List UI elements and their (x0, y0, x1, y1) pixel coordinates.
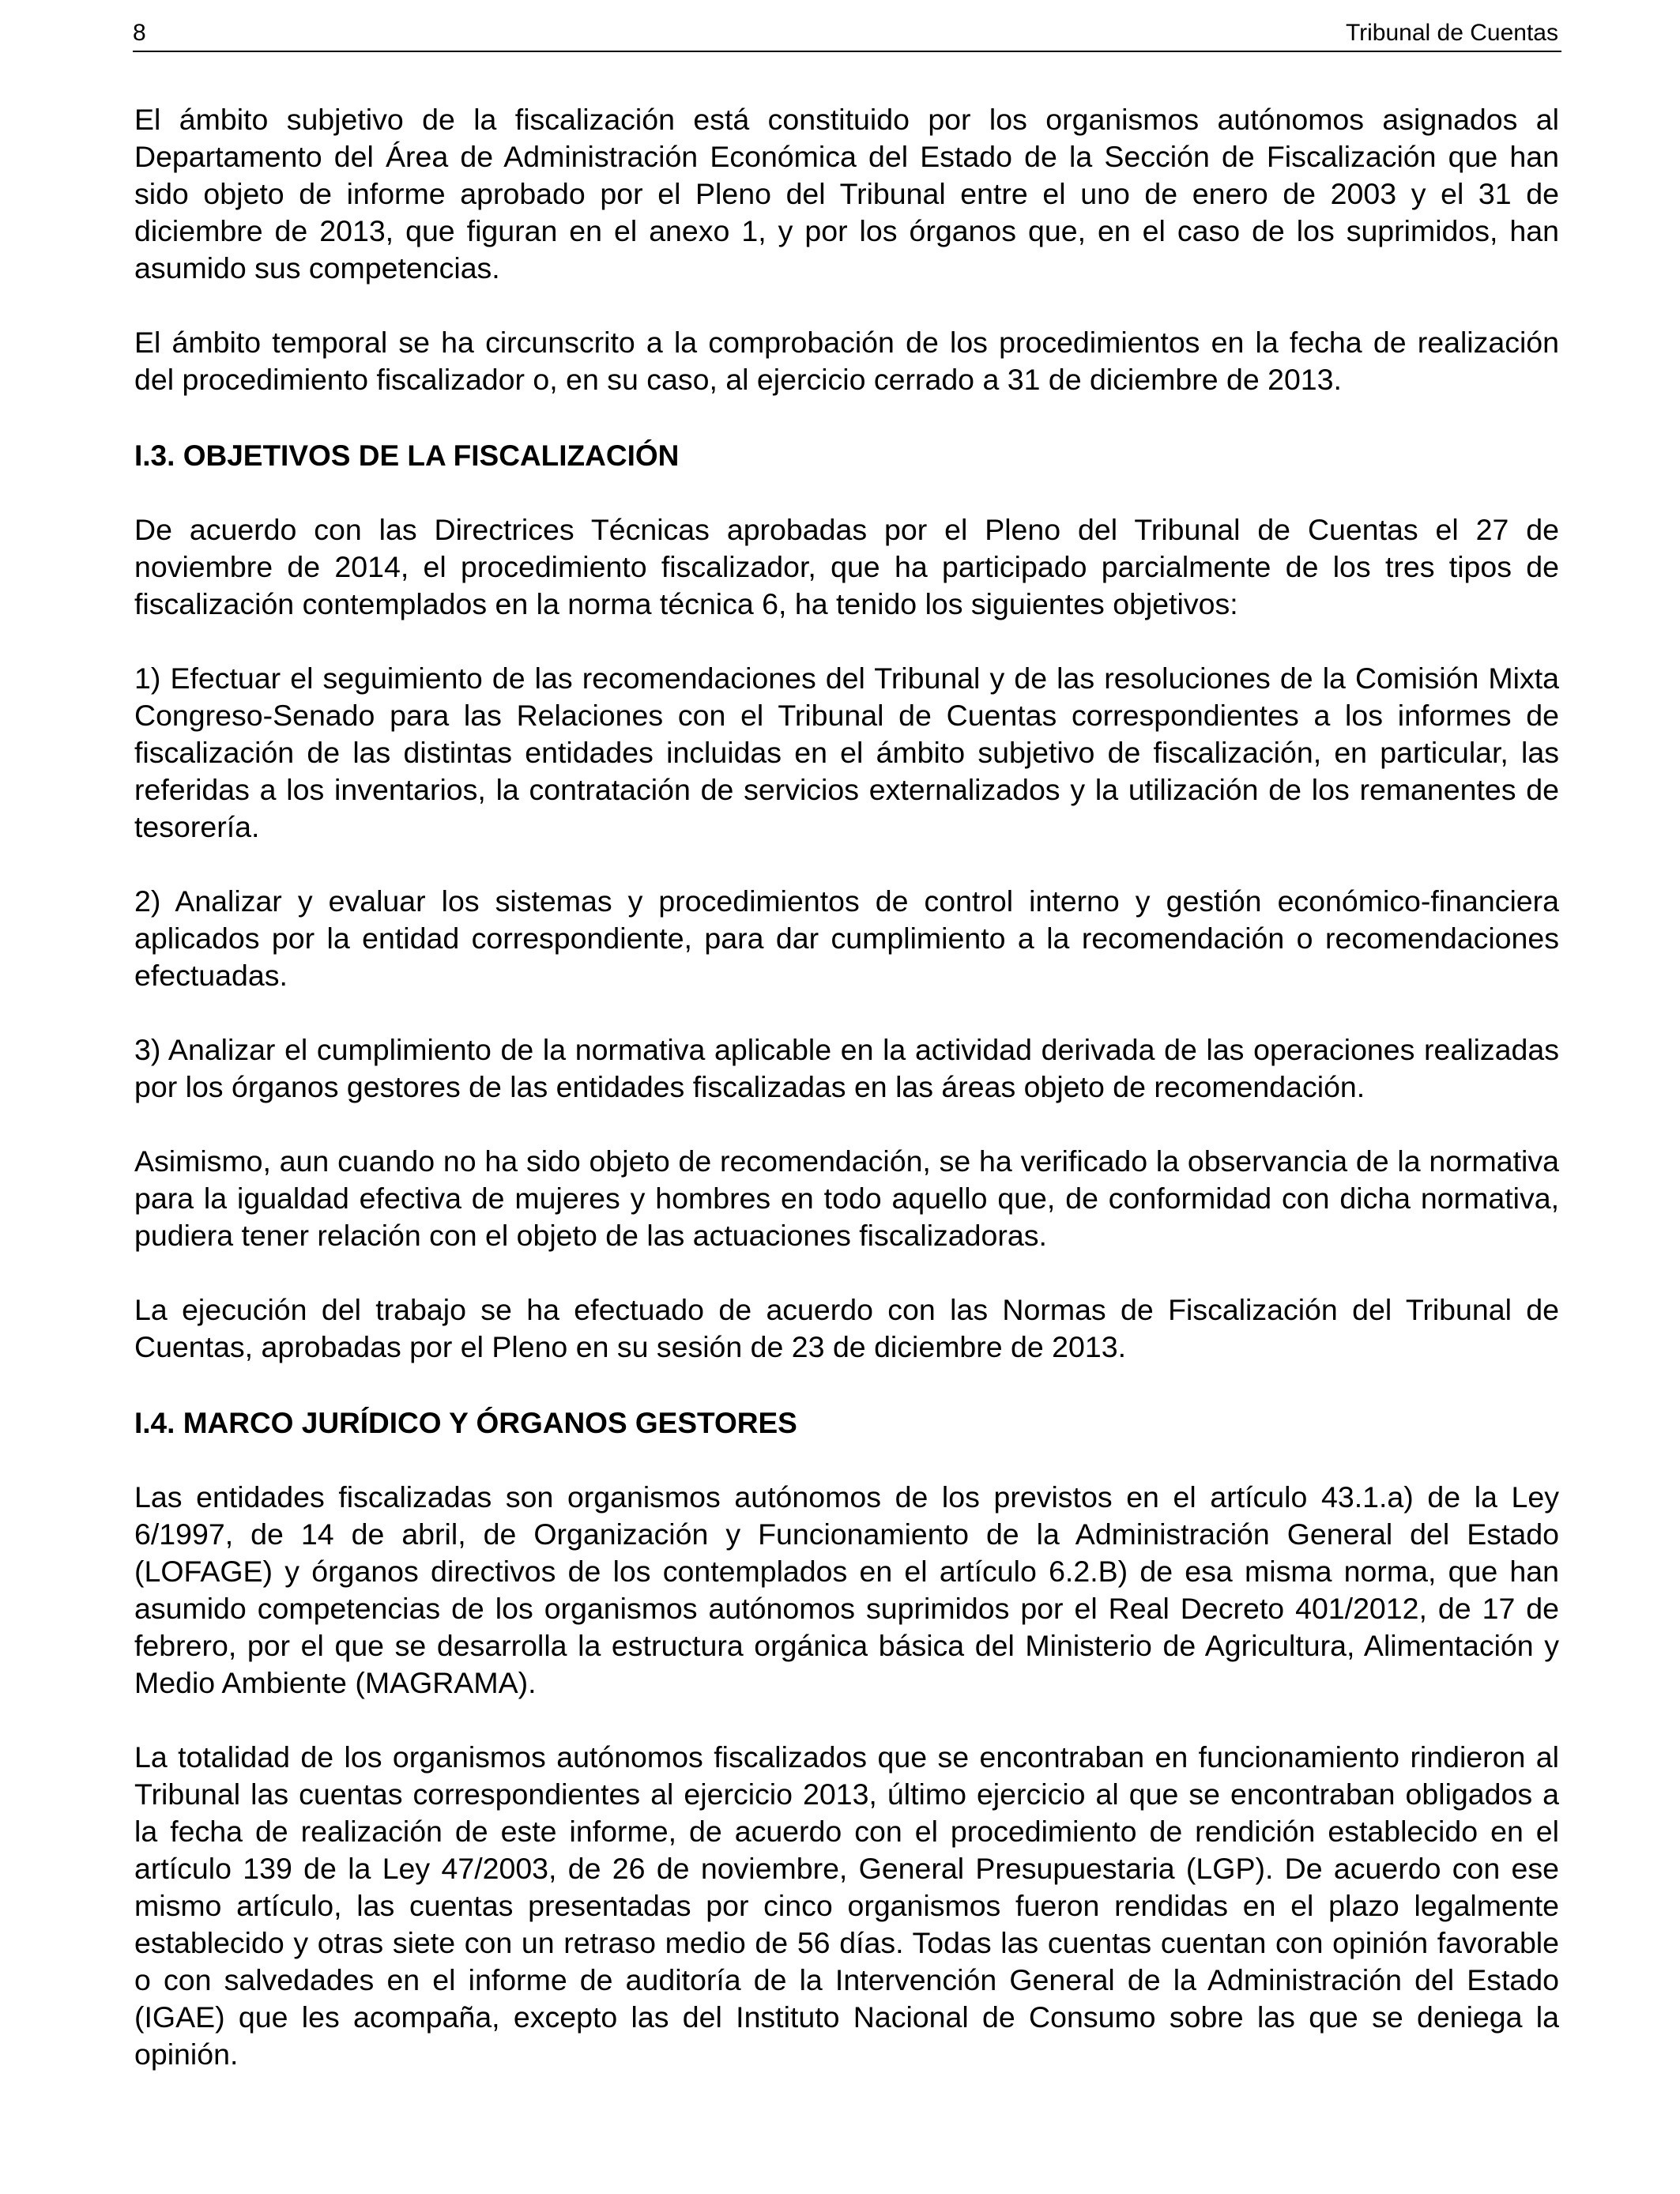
paragraph-directrices: De acuerdo con las Directrices Técnicas aprobadas por el Pleno del Tribunal de Cuentas el 27 de noviembre de 2014, el procedimiento fiscalizador, que ha participado parcialmente de los tres tipos de fiscalización contemplados en la norma técnica 6, ha tenido los siguientes objetivos: (134, 513, 1559, 620)
paragraph-rendicion-cuentas: La totalidad de los organismos autónomos fiscalizados que se encontraban en funcionamiento rindieron al Tribunal las cuentas correspondientes al ejercicio 2013, último ejercicio al que se encontraban obligados a la fecha de realización de este informe, de acuerdo con el procedimiento de rendición establecido en el artículo 139 de la Ley 47/2003, de 26 de noviembre, General Presupuestaria (LGP). De acuerdo con ese mismo artículo, las cuentas presentadas por cinco organismos fueron rendidas en el plazo legalmente establecido y otras siete con un retraso medio de 56 días. Todas las cuentas cuentan con opinión favorable o con salvedades en el informe de auditoría de la Intervención General de la Administración del Estado (IGAE) que les acompaña, excepto las del Instituto Nacional de Consumo sobre las que se deniega la opinión. (134, 1740, 1559, 2071)
paragraph-normas: La ejecución del trabajo se ha efectuado de acuerdo con las Normas de Fiscalización del Tribunal de Cuentas, aprobadas por el Pleno en su sesión de 23 de diciembre de 2013. (134, 1293, 1559, 1363)
running-title: Tribunal de Cuentas (1345, 20, 1558, 46)
document-body (134, 101, 1559, 2073)
paragraph-igualdad: Asimismo, aun cuando no ha sido objeto de recomendación, se ha verificado la observancia de la normativa para la igualdad efectiva de mujeres y hombres en todo aquello que, de conformidad con dicha normativa, pudiera tener relación con el objeto de las actuaciones fiscalizadoras. (134, 1144, 1559, 1252)
section-heading-marco-juridico: I.4. MARCO JURÍDICO Y ÓRGANOS GESTORES (134, 1407, 797, 1439)
paragraph-entidades-fiscalizadas: Las entidades fiscalizadas son organismos autónomos de los previstos en el artículo 43.1.a) de la Ley 6/1997, de 14 de abril, de Organización y Funcionamiento de la Administración General del Estado (LOFAGE) y órganos directivos de los contemplados en el artículo 6.2.B) de esa misma norma, que han asumido competencias de los organismos autónomos suprimidos por el Real Decreto 401/2012, de 17 de febrero, por el que se desarrolla la estructura orgánica básica del Ministerio de Agricultura, Alimentación y Medio Ambiente (MAGRAMA). (134, 1480, 1559, 1699)
section-heading-objetivos: I.3. OBJETIVOS DE LA FISCALIZACIÓN (134, 439, 680, 472)
objective-1: 1) Efectuar el seguimiento de las recomendaciones del Tribunal y de las resoluciones de la Comisión Mixta Congreso-Senado para las Relaciones con el Tribunal de Cuentas correspondientes a los informes de fiscalización de las distintas entidades incluidas en el ámbito subjetivo de fiscalización, en particular, las referidas a los inventarios, la contratación de servicios externalizados y la utilización de los remanentes de tesorería. (134, 662, 1559, 843)
paragraph-ambito-temporal: El ámbito temporal se ha circunscrito a la comprobación de los procedimientos en la fecha de realización del procedimiento fiscalizador o, en su caso, al ejercicio cerrado a 31 de diciembre de 2013. (134, 326, 1559, 396)
page-number: 8 (133, 20, 146, 46)
objective-2: 2) Analizar y evaluar los sistemas y procedimientos de control interno y gestión económico-financiera aplicados por la entidad correspondiente, para dar cumplimiento a la recomendación o recomendaciones efectuadas. (134, 884, 1559, 992)
page-header (133, 16, 1561, 52)
paragraph-ambito-subjetivo: El ámbito subjetivo de la fiscalización está constituido por los organismos autónomos asignados al Departamento del Área de Administración Económica del Estado de la Sección de Fiscalización que han sido objeto de informe aprobado por el Pleno del Tribunal entre el uno de enero de 2003 y el 31 de diciembre de 2013, que figuran en el anexo 1, y por los órganos que, en el caso de los suprimidos, han asumido sus competencias. (134, 103, 1559, 285)
objective-3: 3) Analizar el cumplimiento de la normativa aplicable en la actividad derivada de las operaciones realizadas por los órganos gestores de las entidades fiscalizadas en las áreas objeto de recomendación. (134, 1033, 1559, 1103)
